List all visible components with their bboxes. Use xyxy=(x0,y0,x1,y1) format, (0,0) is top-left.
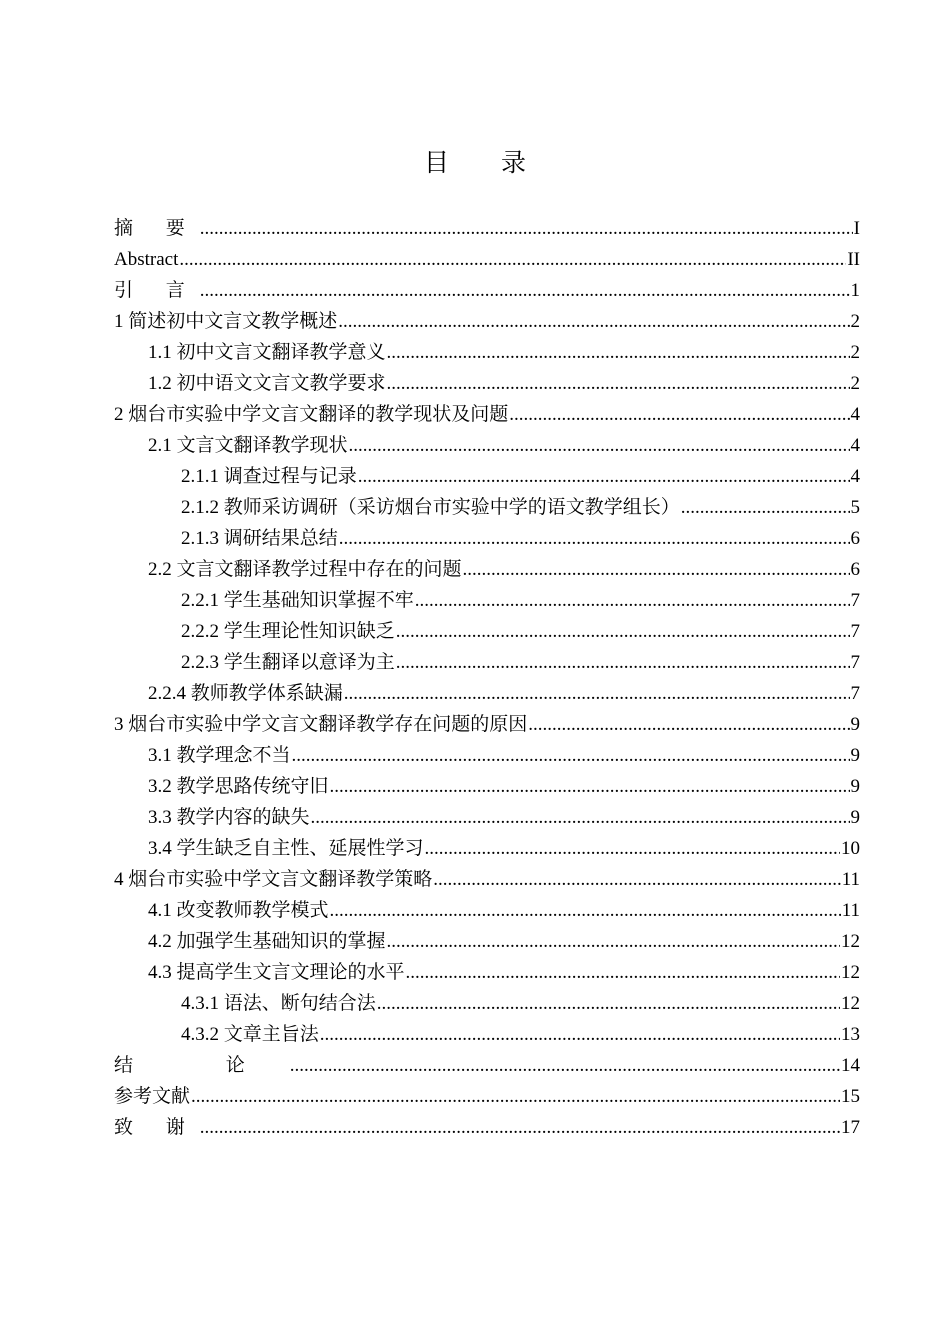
toc-dot-leader xyxy=(200,275,850,306)
toc-entry-label: 2.2 文言文翻译教学过程中存在的问题 xyxy=(148,559,462,580)
toc-page-number: 9 xyxy=(850,776,860,797)
toc-entry[interactable] xyxy=(114,864,860,895)
toc-entry-label: 2.1.2 教师采访调研（采访烟台市实验中学的语文教学组长） xyxy=(181,497,680,518)
toc-entry-label: 2.2.4 教师教学体系缺漏 xyxy=(148,683,343,704)
toc-entry[interactable] xyxy=(114,926,860,957)
toc-dot-leader xyxy=(191,1081,840,1112)
toc-dot-leader xyxy=(433,864,840,895)
toc-page-number: 17 xyxy=(841,1117,860,1138)
toc-entry[interactable] xyxy=(114,709,860,740)
toc-entry-label: 3.2 教学思路传统守旧 xyxy=(148,776,329,797)
toc-entry[interactable] xyxy=(114,337,860,368)
toc-page-number: 9 xyxy=(850,807,860,828)
toc-entry[interactable] xyxy=(114,678,860,709)
toc-entry[interactable] xyxy=(114,430,860,461)
toc-page-number: 14 xyxy=(841,1055,860,1076)
toc-entry-label: 1.2 初中语文文言文教学要求 xyxy=(148,373,386,394)
toc-dot-leader xyxy=(344,678,850,709)
toc-page-number: 4 xyxy=(850,466,860,487)
toc-entry-label: 4.3.2 文章主旨法 xyxy=(181,1024,319,1045)
toc-dot-leader xyxy=(330,895,841,926)
toc-entry-label: 2.1.1 调查过程与记录 xyxy=(181,466,357,487)
toc-dot-leader xyxy=(387,337,850,368)
toc-entry[interactable] xyxy=(114,802,860,833)
toc-entry-label: 2.2.2 学生理论性知识缺乏 xyxy=(181,621,395,642)
toc-page-number: 6 xyxy=(850,559,860,580)
toc-page-number: 1 xyxy=(850,280,860,301)
toc-entry-label: 参考文献 xyxy=(114,1086,191,1107)
toc-entry-label: 3.3 教学内容的缺失 xyxy=(148,807,310,828)
toc-entry-label: 1.1 初中文言文翻译教学意义 xyxy=(148,342,386,363)
toc-entry[interactable] xyxy=(114,895,860,926)
toc-page-number: 15 xyxy=(841,1086,860,1107)
toc-dot-leader xyxy=(358,461,850,492)
toc-entry-label: 引 言 xyxy=(114,280,199,301)
toc-dot-leader xyxy=(320,1019,840,1050)
toc-entry-label: 2.1.3 调研结果总结 xyxy=(181,528,338,549)
toc-entry[interactable] xyxy=(114,399,860,430)
toc-dot-leader xyxy=(463,554,850,585)
toc-entry-label: 4.3 提高学生文言文理论的水平 xyxy=(148,962,405,983)
toc-entry[interactable] xyxy=(114,213,860,244)
toc-page-number: 12 xyxy=(841,931,860,952)
toc-page-number: 11 xyxy=(841,869,860,890)
toc-dot-leader xyxy=(415,585,850,616)
toc-page-number: 12 xyxy=(841,993,860,1014)
toc-entry[interactable] xyxy=(114,306,860,337)
toc-entry[interactable] xyxy=(114,585,860,616)
toc-entry-label: 1 简述初中文言文教学概述 xyxy=(114,311,338,332)
toc-entry-label: 4.2 加强学生基础知识的掌握 xyxy=(148,931,386,952)
toc-entry-label: 摘 要 xyxy=(114,218,199,239)
toc-page-number: 9 xyxy=(850,745,860,766)
toc-page-number: 2 xyxy=(850,311,860,332)
toc-page-number: 5 xyxy=(850,497,860,518)
toc-dot-leader xyxy=(396,647,850,678)
table-of-contents xyxy=(114,213,860,1143)
toc-dot-leader xyxy=(387,368,850,399)
toc-entry[interactable] xyxy=(114,461,860,492)
toc-dot-leader xyxy=(528,709,849,740)
toc-entry-label: 3 烟台市实验中学文言文翻译教学存在问题的原因 xyxy=(114,714,528,735)
toc-dot-leader xyxy=(387,926,840,957)
toc-entry[interactable] xyxy=(114,554,860,585)
toc-page-number: 7 xyxy=(850,652,860,673)
toc-entry[interactable] xyxy=(114,647,860,678)
toc-entry-label: 2 烟台市实验中学文言文翻译的教学现状及问题 xyxy=(114,404,509,425)
toc-page-number: I xyxy=(853,218,860,239)
toc-entry-label: 4.3.1 语法、断句结合法 xyxy=(181,993,376,1014)
toc-page-number: 10 xyxy=(841,838,860,859)
toc-dot-leader xyxy=(377,988,840,1019)
toc-dot-leader xyxy=(396,616,850,647)
toc-entry[interactable] xyxy=(114,1112,860,1143)
toc-entry[interactable] xyxy=(114,957,860,988)
toc-entry[interactable] xyxy=(114,1050,860,1081)
toc-page-number: 9 xyxy=(850,714,860,735)
toc-entry[interactable] xyxy=(114,1081,860,1112)
toc-entry-label: 2.2.1 学生基础知识掌握不牢 xyxy=(181,590,414,611)
toc-entry[interactable] xyxy=(114,616,860,647)
toc-dot-leader xyxy=(349,430,850,461)
toc-entry[interactable] xyxy=(114,244,860,275)
toc-entry-label: 4.1 改变教师教学模式 xyxy=(148,900,329,921)
toc-entry[interactable] xyxy=(114,1019,860,1050)
toc-page-number: 7 xyxy=(850,621,860,642)
toc-dot-leader xyxy=(681,492,850,523)
toc-page-number: 12 xyxy=(841,962,860,983)
toc-dot-leader xyxy=(200,213,853,244)
toc-entry[interactable] xyxy=(114,275,860,306)
toc-page-number: 6 xyxy=(850,528,860,549)
toc-page-number: II xyxy=(847,249,860,270)
toc-entry-label: 结 论 xyxy=(114,1055,289,1076)
toc-entry-label: 4 烟台市实验中学文言文翻译教学策略 xyxy=(114,869,433,890)
toc-dot-leader xyxy=(509,399,849,430)
toc-entry[interactable] xyxy=(114,833,860,864)
toc-entry[interactable] xyxy=(114,771,860,802)
toc-dot-leader xyxy=(338,306,849,337)
toc-entry[interactable] xyxy=(114,492,860,523)
toc-page-number: 13 xyxy=(841,1024,860,1045)
toc-page-number: 7 xyxy=(850,590,860,611)
toc-dot-leader xyxy=(290,1050,840,1081)
toc-dot-leader xyxy=(425,833,840,864)
toc-entry[interactable] xyxy=(114,740,860,771)
toc-dot-leader xyxy=(311,802,850,833)
toc-page-number: 2 xyxy=(850,342,860,363)
toc-page-number: 2 xyxy=(850,373,860,394)
toc-dot-leader xyxy=(292,740,850,771)
toc-entry[interactable] xyxy=(114,368,860,399)
toc-entry[interactable] xyxy=(114,523,860,554)
toc-entry-label: 2.2.3 学生翻译以意译为主 xyxy=(181,652,395,673)
toc-dot-leader xyxy=(339,523,850,554)
page-title: 目 录 xyxy=(424,148,548,177)
toc-page-number: 11 xyxy=(841,900,860,921)
toc-page-number: 4 xyxy=(850,435,860,456)
toc-dot-leader xyxy=(200,1112,840,1143)
toc-page-number: 7 xyxy=(850,683,860,704)
toc-entry-label: 3.1 教学理念不当 xyxy=(148,745,291,766)
toc-entry-label: 3.4 学生缺乏自主性、延展性学习 xyxy=(148,838,424,859)
toc-dot-leader xyxy=(406,957,840,988)
toc-dot-leader xyxy=(330,771,850,802)
toc-dot-leader xyxy=(179,244,846,275)
toc-page-number: 4 xyxy=(850,404,860,425)
toc-entry-label: Abstract xyxy=(114,249,179,270)
toc-entry-label: 2.1 文言文翻译教学现状 xyxy=(148,435,348,456)
toc-entry[interactable] xyxy=(114,988,860,1019)
toc-entry-label: 致 谢 xyxy=(114,1117,199,1138)
